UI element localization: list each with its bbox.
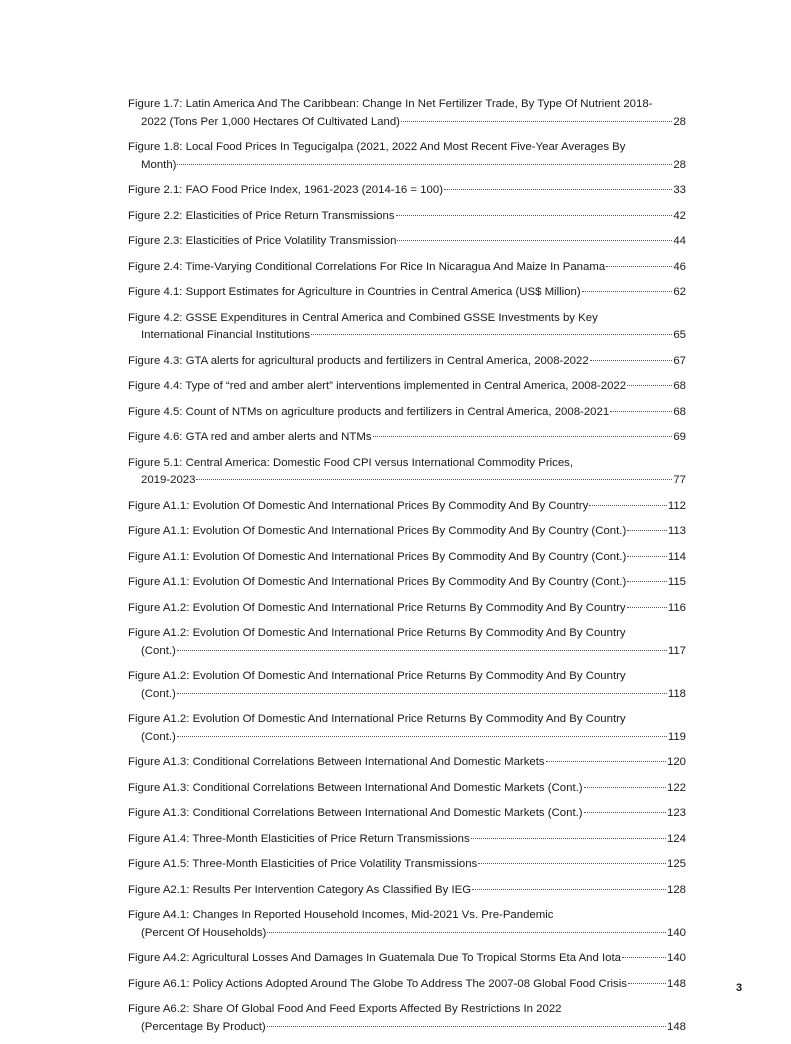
dot-leader xyxy=(546,761,666,762)
toc-entry-title: Figure A1.2: Evolution Of Domestic And International Price Returns By Commodity And By Country xyxy=(128,601,626,614)
toc-entry[interactable] xyxy=(128,882,686,900)
toc-entry-row xyxy=(128,831,686,849)
toc-entry-row xyxy=(128,856,686,874)
toc-entry-title-line: Figure 1.7: Latin America And The Caribbean: Change In Net Fertilizer Trade, By Type Of Nutrient 2018- xyxy=(128,98,653,110)
toc-entry-title: Figure A1.5: Three-Month Elasticities of Price Volatility Transmissions xyxy=(128,858,478,870)
toc-entry[interactable] xyxy=(128,429,686,447)
toc-entry-title: Figure A1.4: Three-Month Elasticities of Price Return Transmissions xyxy=(128,832,470,845)
toc-entry-row xyxy=(128,574,686,592)
dot-leader xyxy=(584,787,666,788)
toc-entry-title: Figure A1.1: Evolution Of Domestic And International Prices By Commodity And By Country (Cont.) xyxy=(128,550,627,563)
dot-leader xyxy=(606,266,672,267)
toc-entry-title-line: Figure A1.2: Evolution Of Domestic And International Price Returns By Commodity And By Country xyxy=(128,670,626,682)
toc-entry-page: 42 xyxy=(673,209,686,222)
dot-leader xyxy=(444,189,672,190)
toc-entry-page: 68 xyxy=(673,380,686,392)
toc-entry-page: 67 xyxy=(673,354,686,367)
toc-entry-row xyxy=(128,259,686,277)
dot-leader xyxy=(471,838,666,839)
dot-leader xyxy=(627,607,667,608)
toc-entry-title: International Financial Institutions xyxy=(141,329,311,341)
toc-entry-title: (Percentage By Product) xyxy=(141,1020,266,1033)
toc-entry-row xyxy=(128,523,686,541)
toc-entry[interactable] xyxy=(128,208,686,226)
toc-entry-page: 44 xyxy=(673,235,686,247)
dot-leader xyxy=(627,556,667,557)
dot-leader xyxy=(584,812,666,813)
toc-entry-title: Figure 4.6: GTA red and amber alerts and NTMs xyxy=(128,431,372,443)
toc-entry-page: 28 xyxy=(673,158,686,171)
toc-entry-row xyxy=(128,754,686,772)
toc-entry-page: 115 xyxy=(667,576,686,588)
toc-entry-row xyxy=(128,1019,686,1037)
toc-entry-page: 33 xyxy=(673,184,686,196)
toc-entry-title: 2019-2023 xyxy=(141,474,196,486)
toc-entry-page: 62 xyxy=(673,286,686,298)
dot-leader xyxy=(627,581,667,582)
dot-leader xyxy=(589,505,667,506)
dot-leader xyxy=(610,411,672,412)
toc-entry-title: Figure 2.2: Elasticities of Price Return Transmissions xyxy=(128,209,395,222)
toc-entry[interactable] xyxy=(128,523,686,541)
toc-entry[interactable] xyxy=(128,856,686,874)
toc-entry-title: Figure 4.5: Count of NTMs on agriculture products and fertilizers in Central America, 2008-2021 xyxy=(128,405,610,418)
toc-entry[interactable] xyxy=(128,310,686,345)
toc-entry-title: Figure A1.3: Conditional Correlations Between International And Domestic Markets xyxy=(128,756,545,768)
toc-entry-title: (Cont.) xyxy=(141,730,176,743)
toc-entry[interactable] xyxy=(128,404,686,422)
list-of-figures xyxy=(128,96,686,1044)
dot-leader xyxy=(196,479,672,480)
dot-leader xyxy=(627,385,672,386)
toc-entry[interactable] xyxy=(128,549,686,567)
toc-entry-title: Figure A1.1: Evolution Of Domestic And International Prices By Commodity And By Country (Cont.) xyxy=(128,576,627,588)
toc-entry-row xyxy=(128,950,686,968)
toc-entry-row xyxy=(128,157,686,175)
toc-entry-page: 113 xyxy=(667,525,686,537)
toc-entry-title: Figure 2.1: FAO Food Price Index, 1961-2023 (2014-16 = 100) xyxy=(128,184,444,196)
toc-entry-title: Figure 4.3: GTA alerts for agricultural products and fertilizers in Central America, 2008-2022 xyxy=(128,354,589,367)
toc-entry-page: 120 xyxy=(666,756,686,768)
toc-entry-row xyxy=(128,976,686,994)
toc-entry-row xyxy=(128,882,686,900)
toc-entry-page: 69 xyxy=(673,431,686,443)
toc-entry-title: (Cont.) xyxy=(141,644,176,657)
toc-entry[interactable] xyxy=(128,805,686,823)
toc-entry[interactable] xyxy=(128,780,686,798)
toc-entry-title-line: Figure A6.2: Share Of Global Food And Feed Exports Affected By Restrictions In 2022 xyxy=(128,1003,562,1015)
toc-entry-title: (Percent Of Households) xyxy=(141,926,267,939)
toc-entry-title-line: Figure A4.1: Changes In Reported Household Incomes, Mid-2021 Vs. Pre-Pandemic xyxy=(128,909,554,921)
toc-entry-row xyxy=(128,327,686,345)
toc-entry-page: 119 xyxy=(667,730,686,743)
toc-entry-title: Figure 2.3: Elasticities of Price Volatility Transmission xyxy=(128,235,397,247)
toc-entry-title: 2022 (Tons Per 1,000 Hectares Of Cultivated Land) xyxy=(141,115,400,128)
dot-leader xyxy=(397,240,672,241)
dot-leader xyxy=(401,121,672,122)
toc-entry-row xyxy=(128,498,686,516)
toc-entry[interactable] xyxy=(128,625,686,660)
toc-entry-row xyxy=(128,353,686,371)
toc-entry[interactable] xyxy=(128,907,686,942)
dot-leader xyxy=(373,436,673,437)
toc-entry-page: 123 xyxy=(666,807,686,819)
toc-entry[interactable] xyxy=(128,950,686,968)
toc-entry[interactable] xyxy=(128,600,686,618)
dot-leader xyxy=(622,957,666,958)
toc-entry-page: 148 xyxy=(666,977,686,990)
toc-entry-title-line: Figure 4.2: GSSE Expenditures in Central America and Combined GSSE Investments by Key xyxy=(128,311,598,324)
dot-leader xyxy=(267,1026,666,1027)
toc-entry-page: 122 xyxy=(666,781,686,794)
toc-entry-title: Figure 4.4: Type of “red and amber alert” interventions implemented in Central America, 2008-2022 xyxy=(128,380,627,392)
toc-entry-row xyxy=(128,600,686,618)
toc-entry-page: 112 xyxy=(667,499,686,512)
toc-entry[interactable] xyxy=(128,233,686,251)
toc-entry-row xyxy=(128,805,686,823)
toc-entry-title: Figure 4.1: Support Estimates for Agriculture in Countries in Central America (US$ Million) xyxy=(128,286,581,298)
toc-entry-row xyxy=(128,429,686,447)
toc-entry-page: 124 xyxy=(666,832,686,845)
toc-entry-page: 46 xyxy=(673,260,686,273)
page-number: 3 xyxy=(736,982,743,994)
toc-entry-title: Figure A1.1: Evolution Of Domestic And International Prices By Commodity And By Country xyxy=(128,499,589,512)
toc-entry-row xyxy=(128,114,686,132)
toc-entry[interactable] xyxy=(128,574,686,592)
toc-entry-page: 114 xyxy=(667,550,686,563)
toc-entry-row xyxy=(128,182,686,200)
toc-entry-page: 68 xyxy=(673,405,686,418)
toc-entry[interactable] xyxy=(128,96,686,131)
dot-leader xyxy=(396,215,673,216)
toc-entry-title: Figure A2.1: Results Per Intervention Category As Classified By IEG xyxy=(128,883,472,896)
toc-entry[interactable] xyxy=(128,668,686,703)
toc-entry[interactable] xyxy=(128,711,686,746)
toc-entry-title-line: Figure A1.2: Evolution Of Domestic And International Price Returns By Commodity And By Country xyxy=(128,713,626,725)
toc-entry-page: 140 xyxy=(666,926,686,939)
toc-entry[interactable] xyxy=(128,259,686,277)
toc-entry-title: Figure A4.2: Agricultural Losses And Damages In Guatemala Due To Tropical Storms Eta And Iota xyxy=(128,952,622,964)
toc-entry-page: 117 xyxy=(667,644,686,657)
toc-entry-title-line: Figure 5.1: Central America: Domestic Food CPI versus International Commodity Prices, xyxy=(128,456,574,469)
toc-entry-title-line: Figure 1.8: Local Food Prices In Tegucigalpa (2021, 2022 And Most Recent Five-Year Averages By xyxy=(128,141,626,153)
toc-entry-row xyxy=(128,472,686,490)
toc-entry-title: Figure A1.1: Evolution Of Domestic And International Prices By Commodity And By Country (Cont.) xyxy=(128,525,627,537)
toc-entry-title: Month) xyxy=(141,158,177,171)
toc-entry-row xyxy=(128,233,686,251)
toc-entry-page: 28 xyxy=(673,115,686,128)
toc-entry[interactable] xyxy=(128,353,686,371)
dot-leader xyxy=(177,693,667,694)
toc-entry-page: 128 xyxy=(666,883,686,896)
toc-entry[interactable] xyxy=(128,498,686,516)
toc-entry-row xyxy=(128,208,686,226)
dot-leader xyxy=(478,863,666,864)
toc-entry[interactable] xyxy=(128,976,686,994)
toc-entry-page: 116 xyxy=(667,601,686,614)
toc-entry-row xyxy=(128,925,686,943)
toc-entry-row xyxy=(128,549,686,567)
dot-leader xyxy=(628,983,666,984)
toc-entry[interactable] xyxy=(128,284,686,302)
toc-entry-title: Figure A1.3: Conditional Correlations Between International And Domestic Markets (Cont.) xyxy=(128,807,583,819)
toc-entry-row xyxy=(128,686,686,704)
toc-entry-row xyxy=(128,643,686,661)
toc-entry-page: 65 xyxy=(673,329,686,341)
toc-entry-title: Figure A1.3: Conditional Correlations Between International And Domestic Markets (Cont.) xyxy=(128,781,583,794)
toc-entry-page: 140 xyxy=(666,952,686,964)
toc-entry-row xyxy=(128,378,686,396)
toc-entry-title: Figure 2.4: Time-Varying Conditional Correlations For Rice In Nicaragua And Maize In Panama xyxy=(128,260,606,273)
toc-entry-row xyxy=(128,404,686,422)
dot-leader xyxy=(177,736,667,737)
dot-leader xyxy=(627,530,667,531)
toc-entry[interactable] xyxy=(128,378,686,396)
toc-entry-page: 125 xyxy=(666,858,686,870)
toc-entry[interactable] xyxy=(128,1001,686,1036)
toc-entry[interactable] xyxy=(128,754,686,772)
dot-leader xyxy=(177,650,667,651)
toc-entry-page: 77 xyxy=(673,474,686,486)
dot-leader xyxy=(472,889,666,890)
toc-entry-title: (Cont.) xyxy=(141,687,176,700)
dot-leader xyxy=(177,164,672,165)
toc-entry-row xyxy=(128,729,686,747)
dot-leader xyxy=(267,932,666,933)
toc-entry-title: Figure A6.1: Policy Actions Adopted Around The Globe To Address The 2007-08 Global Food Crisis xyxy=(128,977,627,990)
toc-entry[interactable] xyxy=(128,455,686,490)
toc-entry-title-line: Figure A1.2: Evolution Of Domestic And International Price Returns By Commodity And By Country xyxy=(128,627,626,639)
toc-entry[interactable] xyxy=(128,831,686,849)
dot-leader xyxy=(582,291,673,292)
toc-entry-page: 118 xyxy=(667,687,686,700)
toc-entry-row xyxy=(128,780,686,798)
toc-entry[interactable] xyxy=(128,182,686,200)
toc-entry[interactable] xyxy=(128,139,686,174)
dot-leader xyxy=(590,360,673,361)
toc-entry-page: 148 xyxy=(666,1020,686,1033)
toc-entry-row xyxy=(128,284,686,302)
dot-leader xyxy=(311,334,672,335)
